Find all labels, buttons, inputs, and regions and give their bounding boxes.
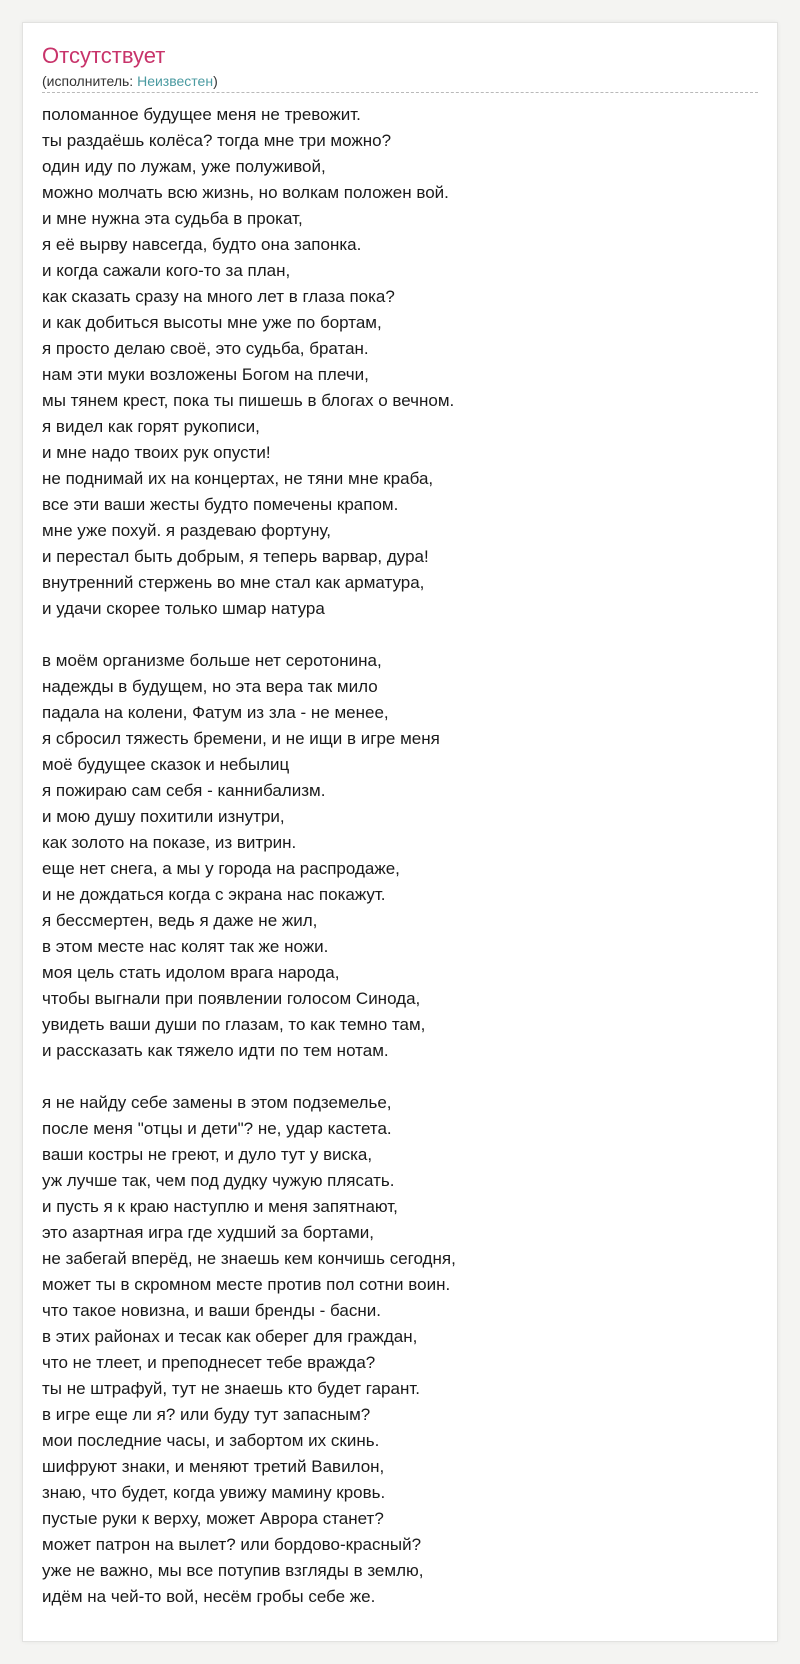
lyric-line: как золото на показе, из витрин. [42, 833, 297, 852]
lyric-line: мне уже похуй. я раздеваю фортуну, [42, 521, 332, 540]
lyric-line: и когда сажали кого-то за план, [42, 261, 291, 280]
lyric-line: чтобы выгнали при появлении голосом Синода, [42, 989, 421, 1008]
lyric-line: уже не важно, мы все потупив взгляды в землю, [42, 1561, 424, 1580]
lyric-line: падала на колени, Фатум из зла - не менее, [42, 703, 389, 722]
lyric-line: как сказать сразу на много лет в глаза пока? [42, 287, 395, 306]
lyric-line: я видел как горят рукописи, [42, 417, 260, 436]
lyric-line: я пожираю сам себя - каннибализм. [42, 781, 326, 800]
lyric-line: ваши костры не греют, и дуло тут у виска, [42, 1145, 373, 1164]
lyric-line: может патрон на вылет? или бордово-красный? [42, 1535, 422, 1554]
lyrics-stanza [42, 102, 758, 622]
lyric-line: увидеть ваши души по глазам, то как темно там, [42, 1015, 426, 1034]
artist-prefix: (исполнитель: [42, 73, 138, 89]
lyric-line: может ты в скромном месте против пол сотни воин. [42, 1275, 451, 1294]
lyrics-stanza [42, 648, 758, 1064]
header-divider [42, 92, 758, 93]
lyric-line: мы тянем крест, пока ты пишешь в блогах о вечном. [42, 391, 455, 410]
lyric-line: я сбросил тяжесть бремени, и не ищи в игре меня [42, 729, 440, 748]
lyric-line: один иду по лужам, уже полуживой, [42, 157, 326, 176]
lyric-line: ты раздаёшь колёса? тогда мне три можно? [42, 131, 392, 150]
lyric-line: еще нет снега, а мы у города на распродаже, [42, 859, 400, 878]
lyric-line: в моём организме больше нет серотонина, [42, 651, 382, 670]
lyric-line: надежды в будущем, но эта вера так мило [42, 677, 378, 696]
lyric-line: можно молчать всю жизнь, но волкам положен вой. [42, 183, 449, 202]
lyric-line: я не найду себе замены в этом подземелье, [42, 1093, 392, 1112]
artist-suffix: ) [213, 73, 218, 89]
lyric-line: и мне надо твоих рук опусти! [42, 443, 271, 462]
lyric-line: и не дождаться когда с экрана нас покажут. [42, 885, 386, 904]
lyric-line: внутренний стержень во мне стал как арматура, [42, 573, 425, 592]
lyric-line: ты не штрафуй, тут не знаешь кто будет гарант. [42, 1379, 420, 1398]
lyric-line: уж лучше так, чем под дудку чужую плясать. [42, 1171, 395, 1190]
lyric-line: моя цель стать идолом врага народа, [42, 963, 340, 982]
lyric-line: и мою душу похитили изнутри, [42, 807, 285, 826]
lyric-line: в этих районах и тесак как оберег для граждан, [42, 1327, 418, 1346]
lyric-line: и мне нужна эта судьба в прокат, [42, 209, 303, 228]
lyric-line: и удачи скорее только шмар натура [42, 599, 325, 618]
lyric-line: мои последние часы, и забортом их скинь. [42, 1431, 380, 1450]
lyric-line: шифруют знаки, и меняют третий Вавилон, [42, 1457, 385, 1476]
song-title: Отсутствует [42, 43, 166, 68]
lyric-line: после меня "отцы и дети"? не, удар кастета. [42, 1119, 392, 1138]
lyric-line: пустые руки к верху, может Аврора станет? [42, 1509, 384, 1528]
lyric-line: что не тлеет, и преподнесет тебе вражда? [42, 1353, 376, 1372]
artist-link[interactable]: Неизвестен [137, 73, 214, 89]
lyric-line: и как добиться высоты мне уже по бортам, [42, 313, 382, 332]
lyric-line: и пусть я к краю наступлю и меня запятнают, [42, 1197, 398, 1216]
lyric-line: и перестал быть добрым, я теперь варвар, дура! [42, 547, 429, 566]
lyrics-body [42, 102, 758, 1610]
lyric-line: нам эти муки возложены Богом на плечи, [42, 365, 369, 384]
lyric-line: не забегай вперёд, не знаешь кем кончишь сегодня, [42, 1249, 456, 1268]
lyrics-stanza [42, 1090, 758, 1610]
lyric-line: я просто делаю своё, это судьба, братан. [42, 339, 369, 358]
lyric-line: все эти ваши жесты будто помечены крапом. [42, 495, 399, 514]
lyric-line: поломанное будущее меня не тревожит. [42, 105, 361, 124]
lyric-line: я бессмертен, ведь я даже не жил, [42, 911, 318, 930]
lyric-line: в этом месте нас колят так же ножи. [42, 937, 329, 956]
lyric-line: что такое новизна, и ваши бренды - басни. [42, 1301, 381, 1320]
lyric-line: это азартная игра где худший за бортами, [42, 1223, 374, 1242]
lyric-line: знаю, что будет, когда увижу мамину кровь. [42, 1483, 386, 1502]
lyric-line: не поднимай их на концертах, не тяни мне краба, [42, 469, 434, 488]
lyric-line: моё будущее сказок и небылиц [42, 755, 290, 774]
lyric-line: и рассказать как тяжело идти по тем нотам. [42, 1041, 389, 1060]
lyric-line: я её вырву навсегда, будто она запонка. [42, 235, 362, 254]
artist-line [42, 72, 218, 90]
lyric-line: в игре еще ли я? или буду тут запасным? [42, 1405, 371, 1424]
lyric-line: идём на чей-то вой, несём гробы себе же. [42, 1587, 376, 1606]
